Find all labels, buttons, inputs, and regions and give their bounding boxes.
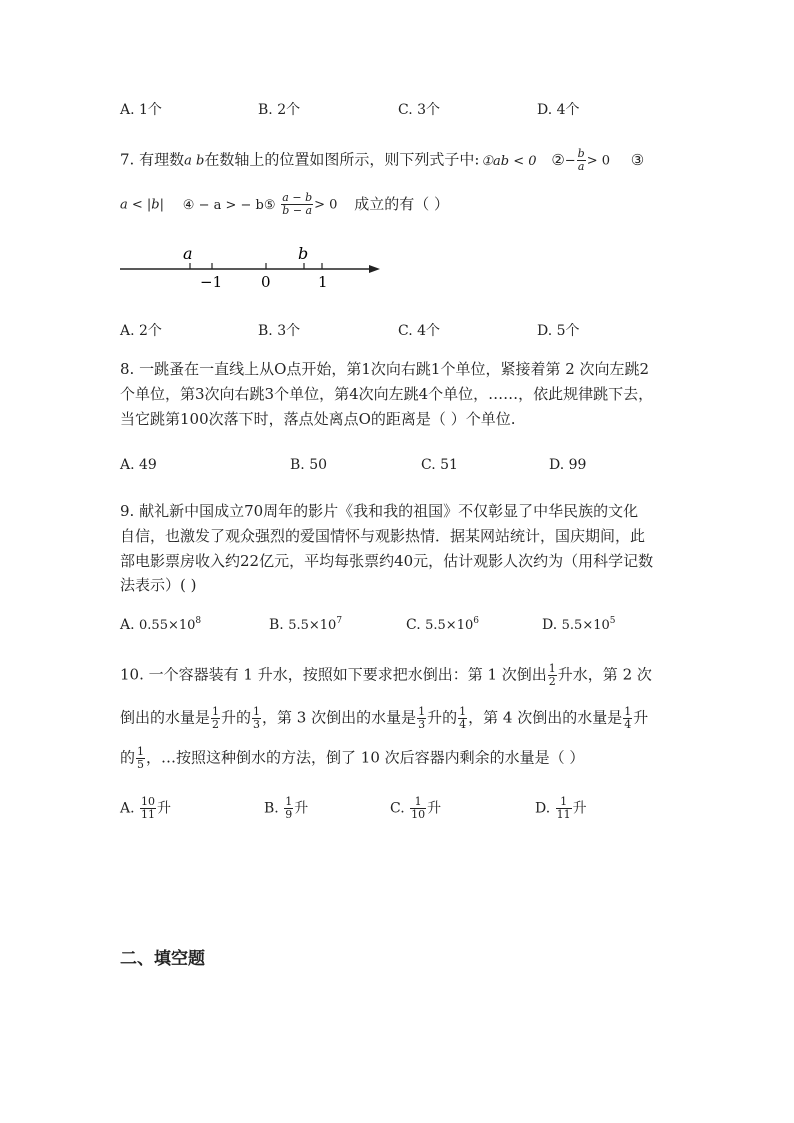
q8-option-c[interactable]: C. 51 [421,457,458,473]
fraction-1-2: $\frac{1}{2}$ [212,705,220,731]
q10-option-b[interactable]: B. $\frac{1}{9}$ 升 [264,795,309,821]
fraction-1-5: $\frac{1}{5}$ [137,745,145,771]
q9-option-c[interactable]: C. $5.5\times 10^6$ [406,616,479,633]
q9-option-a[interactable]: A. $0.55\times 10^8$ [120,616,202,633]
fraction-1-3: $\frac{1}{3}$ [253,705,261,731]
q7-stem-mid: 在数轴上的位置如图所示，则下列式子中: [204,150,480,169]
q7-expr-5-fraction: $\frac{a - b}{b - a}$ [282,191,313,217]
numberline-label-a: a [183,244,193,263]
q6-option-a[interactable]: A. 1个 [120,102,162,118]
fraction-1-4: $\frac{1}{4}$ [459,705,467,731]
numberline-tick-1: 1 [318,273,328,291]
q7-expr-2-suffix: > 0 [586,153,611,169]
q7-option-c[interactable]: C. 4个 [398,323,441,339]
q7-option-b[interactable]: B. 3个 [258,323,301,339]
arrow-right-icon [369,265,380,273]
numberline-label-b: b [298,244,309,263]
q7-expr-4: ④ − a > − b⑤ [182,197,276,213]
q9-line-1: 9. 献礼新中国成立70周年的影片《我和我的祖国》不仅彰显了中华民族的文化 [120,502,639,520]
q6-option-c[interactable]: C. 3个 [398,102,441,118]
q8-option-d[interactable]: D. 99 [549,457,587,473]
q7-stem-prefix: 7. 有理数 [120,150,185,169]
q10-line-2: 倒出的水量是 $\frac{1}{2}$ 升的 $\frac{1}{3}$ ，第 3 次倒出的水量是 $\frac{1}{3}$ 升的 $\frac{1}{4}$ ，第 4 次倒出的水量是 $\frac{1}{4}$ 升 [120,705,649,731]
q10-option-c[interactable]: C. $\frac{1}{10}$ 升 [390,795,442,821]
q8-option-a[interactable]: A. 49 [120,457,157,473]
q7-stem-line2 [120,192,449,217]
q7-option-d[interactable]: D. 5个 [537,323,580,339]
q7-stem-vars: a b [184,153,205,169]
q7-stem: 7. 有理数a b在数轴上的位置如图所示，则下列式子中: ①ab < 0 ②− $\frac{b}{a}$ > 0 ③ [120,147,645,173]
q6-option-d[interactable]: D. 4个 [537,102,580,118]
q9-option-d[interactable]: D. $5.5\times 10^5$ [542,616,616,633]
q9-line-2: 自信，也激发了观众强烈的爱国情怀与观影热情．据某网站统计，国庆期间，此 [120,527,646,545]
q10-line-1: 10. 一个容器装有 1 升水，按照如下要求把水倒出：第 1 次倒出 $\frac{1}{2}$ 升水，第 2 次 [120,662,652,688]
numberline-tick-0: 0 [261,273,271,291]
q7-expr-2-prefix: ② [551,150,565,169]
q7-expr-1: ①ab < 0 [481,153,537,169]
q8-line-3: 当它跳第100次落下时，落点处离点O的距离是（ ）个单位. [120,410,516,428]
q7-expr-3: a < |b| [120,197,164,213]
q7-expr-2-fraction: $\frac{b}{a}$ [577,147,585,173]
q10-option-d[interactable]: D. $\frac{1}{11}$ 升 [535,795,587,821]
q9-line-3: 部电影票房收入约22亿元，平均每张票约40元，估计观影人次约为（用科学记数 [120,552,654,570]
fraction-1-2: $\frac{1}{2}$ [548,662,556,688]
numberline-tick-neg1: −1 [200,273,223,291]
q8-line-1: 8. 一跳蚤在一直线上从O点开始，第1次向右跳1个单位，紧接着第 2 次向左跳2 [120,360,650,378]
section-heading-fill-in: 二、填空题 [120,949,205,969]
q7-option-a[interactable]: A. 2个 [120,323,162,339]
q8-line-2: 个单位，第3次向右跳3个单位，第4次向左跳4个单位，……，依此规律跳下去， [120,385,654,403]
q9-option-b[interactable]: B. $5.5\times 10^7$ [269,616,343,633]
q9-line-4: 法表示）( ) [120,576,197,594]
q7-expr-3-label: ③ [630,150,645,169]
fraction-1-4: $\frac{1}{4}$ [624,705,632,731]
q10-line-3: 的 $\frac{1}{5}$ ，…按照这种倒水的方法，倒了 10 次后容器内剩余的水量是（ ） [120,745,585,771]
q8-option-b[interactable]: B. 50 [290,457,328,473]
q7-tail: 成立的有（ ） [354,194,449,213]
q6-option-b[interactable]: B. 2个 [258,102,301,118]
fraction-1-3: $\frac{1}{3}$ [418,705,426,731]
q7-number-line [115,240,390,295]
q7-expr-5-suffix: > 0 [314,197,338,213]
q10-option-a[interactable]: A. $\frac{10}{11}$ 升 [120,795,172,821]
